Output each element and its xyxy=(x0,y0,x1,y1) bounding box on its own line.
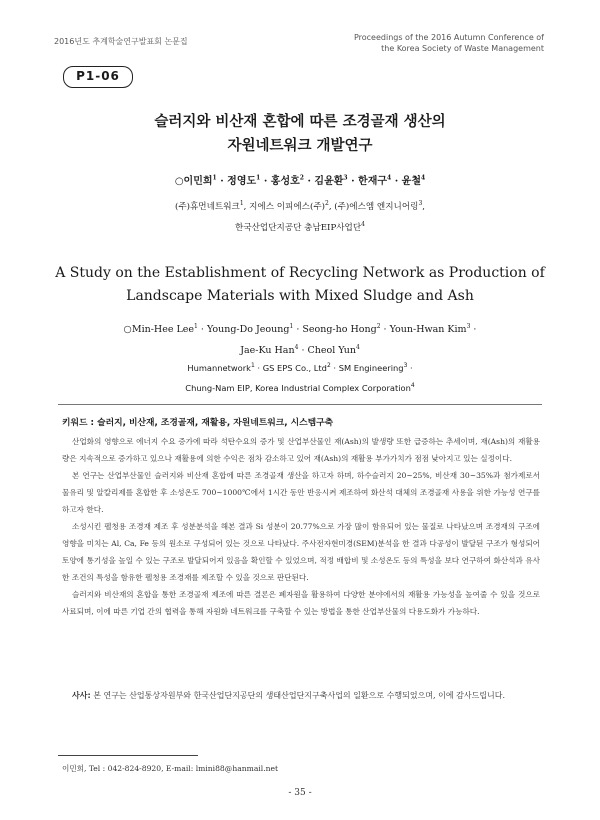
affil-text: 한국산업단지공단 충남EIP사업단 xyxy=(235,222,362,233)
acknowledgement-text: 본 연구는 산업통상자원부와 한국산업단지공단의 생태산업단지구축사업의 일환으로 수행되었으며, 이에 감사드립니다. xyxy=(90,691,506,700)
running-header-right-line2: the Korea Society of Waste Management xyxy=(381,44,544,53)
author-name: 정영도 xyxy=(227,176,257,187)
abstract-paragraph: 슬러지와 비산재의 혼합을 통한 조경골재 제조에 따른 결론은 폐자원을 활용하여 다양한 분야에서의 재활용 가능성을 높여줄 수 있을 것으로 사료되며, 이에 따른 기업 간의 협력을 통해 자원화 네트워크를 구축할 수 있는 방법을 통한 산업부산물의 다용도화가 가능하다. xyxy=(62,590,540,616)
affil-text: · SM Engineering xyxy=(330,362,404,373)
affil-sup: 1 xyxy=(239,200,244,207)
affil-text: · xyxy=(407,362,413,373)
english-affiliations xyxy=(0,357,600,397)
english-affil-line1 xyxy=(0,357,600,377)
english-title xyxy=(0,262,600,308)
section-divider xyxy=(58,404,542,405)
author-name: Cheol Yun xyxy=(307,345,356,357)
acknowledgement-label: 사사: xyxy=(72,691,91,700)
affil-sup: 4 xyxy=(361,220,365,228)
acknowledgement xyxy=(62,686,540,705)
english-authors-line1: ○Min-Hee Lee$^1$ · Young-Do Jeoung$^1$ · Seong-ho Hong$^2$ · Youn-Hwan Kim$^3$ · xyxy=(123,323,477,336)
page-number: - 35 - xyxy=(288,788,312,798)
author-sup: 3 xyxy=(466,323,471,330)
author-name: Youn-Hwan Kim xyxy=(389,324,467,336)
author-name: 홍성호 xyxy=(270,176,300,187)
abstract-paragraph: 소성시킨 펠청용 조경재 제조 후 성분분석을 해본 결과 Si 성분이 20.77%으로 가장 많이 함유되어 있는 물질로 나타났으며 조경재의 구조에 영향을 미치는 Al, Ca, Fe 등의 원소로 구성되어 있는 것으로 나타났다. 주사전자현미경(SEM)분석을 한 결과 다공성이 발달된 구조가 형성되어 토양에 통기성을 높일 수 있는 구조로 발달되어져 있음을 확인할 수 있었으며, 적정 배합비 및 소성온도 등의 특성을 보다 연구하여 화산석과 유사한 조건의 특성을 함유한 펠청용 조경재를 제조할 수 있을 것으로 판단된다. xyxy=(62,522,540,582)
footnote: 이민희, Tel : 042-824-8920, E-mail: lmini88@hanmail.net xyxy=(62,764,279,773)
author-name: Jae-Ku Han xyxy=(240,345,295,357)
affil-text: , (주)에스엠 엔지니어링 xyxy=(328,201,419,212)
running-header-right xyxy=(284,32,544,54)
abstract-paragraph: 산업화의 영향으로 에너지 수요 증가에 따라 석탄수요의 증가 및 산업부산물인 재(Ash)의 발생량 또한 급증하는 추세이며, 재(Ash)의 재활용량은 지속적으로 증가하고 있으나 재활용에 의한 수익은 점차 감소하고 있어 재(Ash)의 재활용 부가가치가 점점 낮아지고 있는 실정이다. xyxy=(62,437,540,463)
author-sup: 4 xyxy=(294,344,299,352)
author-sup: 4 xyxy=(355,344,360,352)
affil-sup: 3 xyxy=(403,362,408,369)
korean-title xyxy=(0,110,600,158)
author-sup: 1 xyxy=(212,174,217,182)
author-sup: 1 xyxy=(256,174,261,182)
abstract-body xyxy=(62,433,540,620)
affil-sup: 3 xyxy=(418,200,423,207)
affil-text: , 지에스 이피에스(주) xyxy=(243,201,325,212)
author-sup: 1 xyxy=(289,323,294,330)
affil-text: · GS EPS Co., Ltd xyxy=(254,362,327,373)
english-authors xyxy=(0,318,600,360)
korean-title-line1: 슬러지와 비산재 혼합에 따른 조경골재 생산의 xyxy=(154,113,446,130)
affil-text: Chung-Nam EIP, Korea Industrial Complex Corporation xyxy=(185,382,411,393)
english-title-line2: Landscape Materials with Mixed Sludge and Ash xyxy=(126,288,474,304)
author-name: Young-Do Jeoung xyxy=(206,324,290,336)
korean-title-line2: 자원네트워크 개발연구 xyxy=(227,137,373,154)
paper-id-badge: P1-06 xyxy=(63,66,133,88)
author-name: Seong-ho Hong xyxy=(302,324,377,336)
english-affil-line2 xyxy=(0,377,600,397)
keywords: 키워드 : 슬러지, 비산재, 조경골재, 재활용, 자원네트워크, 시스템구축 xyxy=(62,418,334,428)
korean-affiliations xyxy=(0,195,600,237)
author-name: ○이민희 xyxy=(174,176,213,187)
running-header-right-line1: Proceedings of the 2016 Autumn Conference of xyxy=(353,33,544,42)
author-sup: 4 xyxy=(421,174,426,182)
affil-sup: 1 xyxy=(250,362,255,369)
korean-affil-line2 xyxy=(0,216,600,237)
author-sup: 2 xyxy=(299,174,304,182)
author-name: 김윤환 xyxy=(314,176,344,187)
author-sup: 4 xyxy=(387,174,392,182)
affil-sup: 2 xyxy=(324,200,329,207)
affil-text: , xyxy=(422,201,425,212)
korean-affil-line1 xyxy=(0,195,600,216)
abstract-paragraph: 본 연구는 산업부산물인 슬러지와 비산재 혼합에 따른 조경골재 생산을 하고자 하며, 하수슬러지 20~25%, 비산재 30~35%과 첨가제로서 물유리 및 알칼리제를 혼합한 후 소성온도 700~1000℃에서 1시간 동안 반응시켜 제조하여 화산석 대체의 조경골재 사용을 위한 가능성 연구를 하고자 한다. xyxy=(62,471,540,514)
author-name: 한재구 xyxy=(358,176,388,187)
affil-text: Humannetwork xyxy=(187,362,251,373)
footnote-rule xyxy=(58,755,198,756)
english-authors-line2: Jae-Ku Han$^4$ · Cheol Yun$^4$ xyxy=(240,344,360,357)
author-sup: 1 xyxy=(194,323,198,330)
author-name: ○Min-Hee Lee xyxy=(123,324,195,336)
affil-text: (주)휴먼네트워크 xyxy=(175,201,240,212)
korean-authors: ○이민희$^1$ · 정영도$^1$ · 홍성호$^2$ · 김윤환$^3$ · 한재구$^4$ · 윤철$^4$ xyxy=(174,174,426,187)
running-header-left: 2016년도 추계학술연구발표회 논문집 xyxy=(54,37,188,46)
affil-sup: 4 xyxy=(410,381,415,389)
author-sup: 3 xyxy=(343,174,348,182)
author-name: 윤철 xyxy=(401,176,421,187)
affil-sup: 2 xyxy=(326,362,331,369)
author-sup: 2 xyxy=(376,323,381,330)
english-title-line1: A Study on the Establishment of Recycling Network as Production of xyxy=(55,265,545,281)
